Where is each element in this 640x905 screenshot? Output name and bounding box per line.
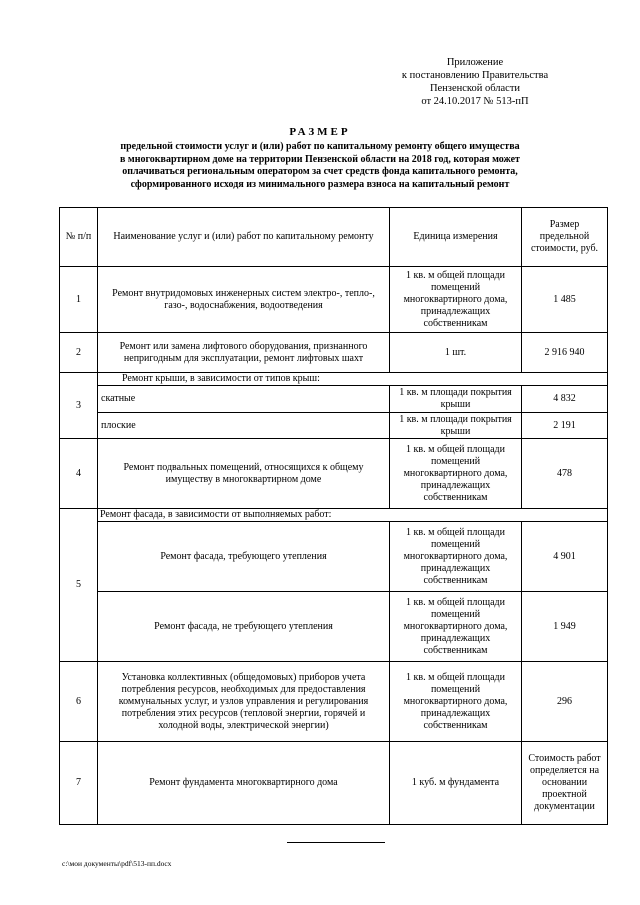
row-name: скатные (98, 386, 390, 413)
row-num: 6 (60, 662, 98, 742)
row-cost: 2 191 (522, 413, 608, 439)
row-num: 1 (60, 267, 98, 333)
table-row (60, 373, 608, 386)
row-unit: 1 кв. м площади покрытия крыши (390, 413, 522, 439)
row-name: Ремонт фасада, не требующего утепления (98, 592, 390, 662)
file-path: c:\мои документы\pdf\513-пп.docx (62, 859, 172, 868)
appendix-date: от 24.10.2017 № 513-пП (421, 96, 529, 107)
appendix-label: Приложение (446, 57, 504, 68)
row-cost: 1 485 (522, 267, 608, 333)
appendix-region: Пензенской области (429, 83, 521, 94)
row-unit: 1 кв. м общей площади помещений многоквартирного дома, принадлежащих собственникам (390, 592, 522, 662)
header-num: № п/п (60, 208, 98, 267)
table-header-row (60, 208, 608, 267)
subtitle-line: оплачиваться региональным оператором за счет средств фонда капитального ремонта, (122, 166, 518, 178)
table-row (60, 509, 608, 522)
row-cost: Стоимость работ определяется на основании проектной документации (522, 742, 608, 825)
row-unit: 1 кв. м площади покрытия крыши (390, 386, 522, 413)
row-unit: 1 кв. м общей площади помещений многоквартирного дома, принадлежащих собственникам (390, 267, 522, 333)
row-name: Ремонт фундамента многоквартирного дома (98, 742, 390, 825)
header-cost: Размер предельной стоимости, руб. (522, 208, 608, 267)
row-name: Ремонт фасада, требующего утепления (98, 522, 390, 592)
subtitle-line: в многоквартирном доме на территории Пензенской области на 2018 год, которая может (120, 153, 520, 165)
row-unit: 1 кв. м общей площади помещений многоквартирного дома, принадлежащих собственникам (390, 662, 522, 742)
table-row (60, 742, 608, 825)
header-name: Наименование услуг и (или) работ по капитальному ремонту (98, 208, 390, 267)
row-unit: 1 шт. (390, 333, 522, 373)
row-cost: 2 916 940 (522, 333, 608, 373)
header-unit: Единица измерения (390, 208, 522, 267)
row-cost: 4 901 (522, 522, 608, 592)
row-name: Ремонт или замена лифтового оборудования, признанного непригодным для эксплуатации, ремонт лифтовых шахт (98, 333, 390, 373)
section-heading: Ремонт фасада, в зависимости от выполняемых работ: (98, 509, 608, 522)
table-row (60, 413, 608, 439)
footer-divider (287, 842, 385, 843)
row-num: 2 (60, 333, 98, 373)
row-num: 7 (60, 742, 98, 825)
table-row (60, 333, 608, 373)
row-name: Ремонт внутридомовых инженерных систем электро-, тепло-, газо-, водоснабжения, водоотведения (98, 267, 390, 333)
section-heading: Ремонт крыши, в зависимости от типов крыш: (98, 373, 608, 386)
subtitle-line: сформированного исходя из минимального размера взноса на капитальный ремонт (130, 178, 510, 190)
table-row (60, 592, 608, 662)
document-subtitle (70, 141, 570, 191)
table-row (60, 439, 608, 509)
table-row (60, 267, 608, 333)
appendix-block (380, 56, 570, 108)
row-cost: 478 (522, 439, 608, 509)
row-unit: 1 куб. м фундамента (390, 742, 522, 825)
table-row (60, 522, 608, 592)
table-row (60, 662, 608, 742)
row-cost: 4 832 (522, 386, 608, 413)
row-num: 4 (60, 439, 98, 509)
row-num: 5 (60, 509, 98, 662)
row-unit: 1 кв. м общей площади помещений многоквартирного дома, принадлежащих собственникам (390, 439, 522, 509)
row-cost: 296 (522, 662, 608, 742)
row-num: 3 (60, 373, 98, 439)
subtitle-line: предельной стоимости услуг и (или) работ по капитальному ремонту общего имущества (120, 141, 520, 152)
table-row (60, 386, 608, 413)
row-name: Установка коллективных (общедомовых) приборов учета потребления ресурсов, необходимых для предоставления коммунальных услуг, и узлов управления и регулирования потребления этих ресурсов (тепловой энергии, горячей и холодной воды, электрической энергии) (98, 662, 390, 742)
row-name: Ремонт подвальных помещений, относящихся к общему имуществу в многоквартирном доме (98, 439, 390, 509)
document-title: РАЗМЕР (289, 126, 351, 138)
row-cost: 1 949 (522, 592, 608, 662)
cost-table (59, 207, 608, 825)
row-unit: 1 кв. м общей площади помещений многоквартирного дома, принадлежащих собственникам (390, 522, 522, 592)
appendix-decree: к постановлению Правительства (401, 70, 549, 81)
row-name: плоские (98, 413, 390, 439)
